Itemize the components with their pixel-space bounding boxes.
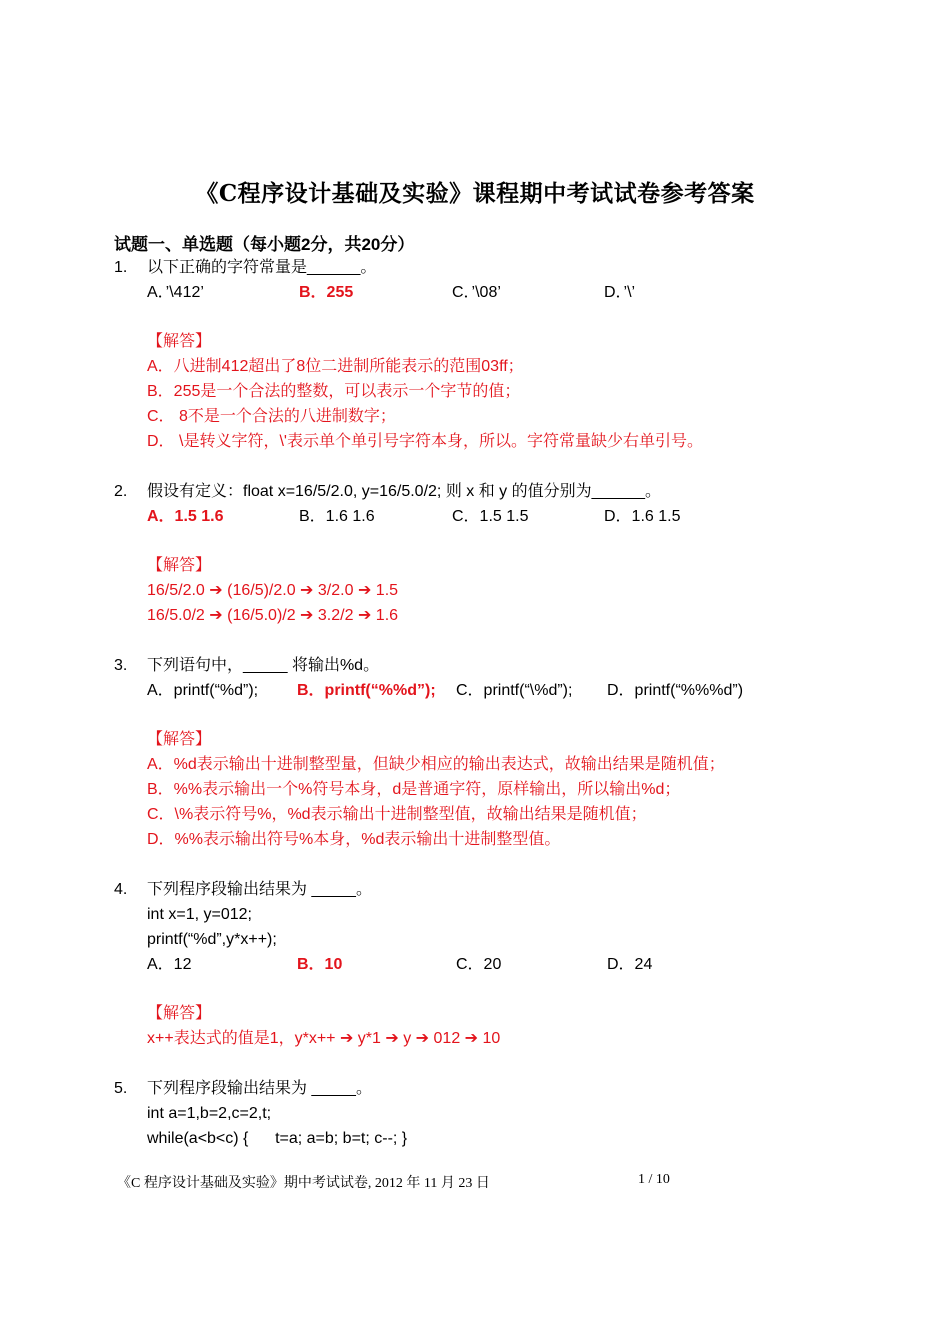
question-2-number: 2. [114,483,128,500]
q2-option-c: C．1.5 1.5 [452,508,529,525]
q1-option-b-correct: B．255 [299,284,354,301]
q1-option-a: A．’\412’ [147,284,204,301]
question-1-text: 以下正确的字符常量是______。 [147,259,377,276]
q4-option-c: C．20 [456,956,502,973]
question-1-number: 1. [114,259,128,276]
q5-code-line-1: int a=1,b=2,c=2,t; [147,1105,272,1122]
q3-option-d: D．printf(“%%%d”) [607,682,744,699]
question-4-text: 下列程序段输出结果为 _____。 [147,881,372,898]
q3-explanation-c: C．\%表示符号%，%d表示输出十进制整型值，故输出结果是随机值； [147,806,647,823]
q4-option-b-correct: B．10 [297,956,343,973]
page-title: 《C程序设计基础及实验》课程期中考试试卷参考答案 [195,180,755,207]
section-heading: 试题一、单选题（每小题2分，共20分） [114,235,415,254]
question-5-number: 5. [114,1080,128,1097]
q3-option-b-correct: B．printf(“%%d”); [297,682,436,699]
q4-option-d: D．24 [607,956,653,973]
q2-option-d: D．1.6 1.5 [604,508,681,525]
q5-code-line-2: while(a<b<c) { t=a; a=b; b=t; c--; } [147,1130,408,1147]
q2-option-b: B．1.6 1.6 [299,508,375,525]
q1-answer-header: 【解答】 [147,333,212,350]
q1-explanation-b: B．255是一个合法的整数，可以表示一个字节的值； [147,383,521,400]
q2-answer-header: 【解答】 [147,557,212,574]
q2-explanation-2: 16/5.0/2 ➔ (16/5.0)/2 ➔ 3.2/2 ➔ 1.6 [147,607,399,624]
q3-answer-header: 【解答】 [147,731,212,748]
question-5-text: 下列程序段输出结果为 _____。 [147,1080,372,1097]
q4-code-line-2: printf(“%d”,y*x++); [147,931,277,948]
footer-page-number: 1 / 10 [638,1172,670,1187]
q2-explanation-1: 16/5/2.0 ➔ (16/5)/2.0 ➔ 3/2.0 ➔ 1.5 [147,582,399,599]
question-3-number: 3. [114,657,128,674]
q1-explanation-d: D． \是转义字符，\'表示单个单引号字符本身，所以。字符常量缺少右单引号。 [147,433,703,450]
q3-option-a: A．printf(“%d”); [147,682,259,699]
q4-code-line-1: int x=1, y=012; [147,906,252,923]
q1-option-d: D．’\’ [604,284,636,301]
q1-explanation-a: A．八进制412超出了8位二进制所能表示的范围03ff； [147,358,524,375]
q1-option-c: C．’\08’ [452,284,501,301]
q3-explanation-d: D．%%表示输出符号%本身，%d表示输出十进制整型值。 [147,831,561,848]
footer-exam-info: 《C 程序设计基础及实验》期中考试试卷, 2012 年 11 月 23 日 [117,1176,490,1191]
q4-option-a: A．12 [147,956,192,973]
question-3-text: 下列语句中，_____ 将输出%d。 [147,657,380,674]
question-4-number: 4. [114,881,128,898]
q3-option-c: C．printf(“\%d”); [456,682,573,699]
q3-explanation-a: A．%d表示输出十进制整型量，但缺少相应的输出表达式，故输出结果是随机值； [147,756,725,773]
q2-option-a-correct: A．1.5 1.6 [147,508,224,525]
q4-answer-header: 【解答】 [147,1005,212,1022]
q3-explanation-b: B．%%表示输出一个%符号本身，d是普通字符，原样输出，所以输出%d； [147,781,681,798]
question-2-text: 假设有定义：float x=16/5/2.0, y=16/5.0/2; 则 x 和 y 的值分别为______。 [147,483,661,500]
q4-explanation: x++表达式的值是1，y*x++ ➔ y*1 ➔ y ➔ 012 ➔ 10 [147,1030,501,1047]
q1-explanation-c: C． 8不是一个合法的八进制数字； [147,408,396,425]
